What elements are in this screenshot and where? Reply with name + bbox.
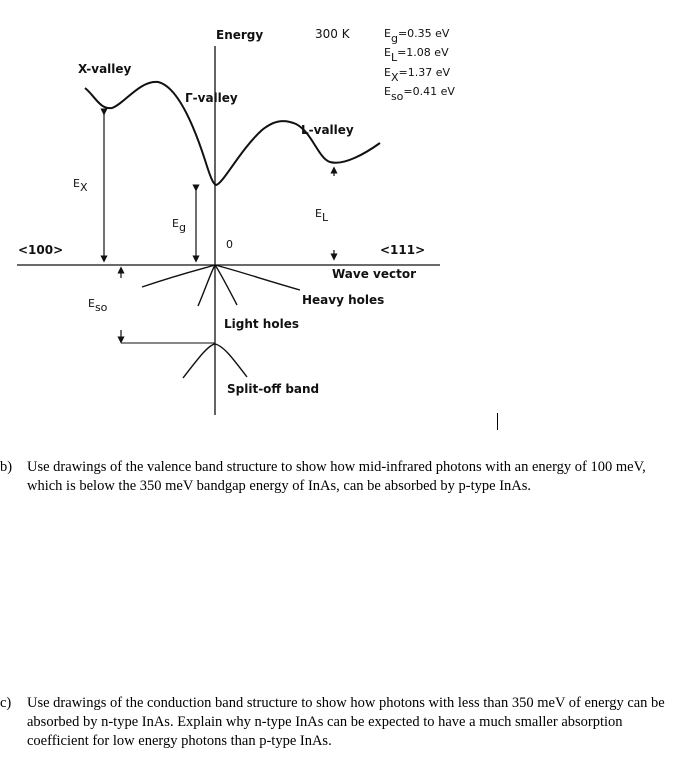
light-hole-band bbox=[198, 265, 237, 306]
energy-value-el: EL=1.08 eV bbox=[384, 46, 449, 64]
question-b bbox=[0, 458, 680, 496]
energy-axis-label: Energy bbox=[216, 28, 264, 42]
eso-label: Eso bbox=[88, 297, 108, 314]
ex-label: EX bbox=[73, 177, 88, 194]
energy-value-eso: Eso=0.41 eV bbox=[384, 85, 455, 103]
eg-label: Eg bbox=[172, 217, 186, 234]
split-off-band-label: Split-off band bbox=[227, 382, 320, 396]
el-label: EL bbox=[315, 207, 329, 224]
energy-value-eg: Eg=0.35 eV bbox=[384, 27, 450, 45]
wave-vector-label: Wave vector bbox=[332, 267, 417, 281]
l-valley-label: L-valley bbox=[301, 123, 354, 137]
zero-label: 0 bbox=[226, 238, 233, 251]
text-cursor bbox=[497, 413, 498, 430]
energy-values-list bbox=[384, 27, 455, 103]
temperature-label: 300 K bbox=[315, 27, 350, 41]
question-b-number: b) bbox=[0, 459, 13, 475]
gamma-valley-label: Γ-valley bbox=[185, 91, 238, 105]
energy-value-ex: EX=1.37 eV bbox=[384, 66, 450, 84]
question-c-text: Use drawings of the conduction band structure to show how photons with less than 350 meV of energy can be absorbed by n-type InAs. Explain why n-type InAs can be expected to have a much smaller absorption coefficient for low energy photons than p-type InAs. bbox=[27, 695, 665, 749]
heavy-hole-band bbox=[142, 265, 300, 290]
question-b-text: Use drawings of the valence band structure to show how mid-infrared photons with an energy of 100 meV, which is below the 350 meV bandgap energy of InAs, can be absorbed by p-type InAs. bbox=[27, 459, 646, 494]
light-holes-label: Light holes bbox=[224, 317, 299, 331]
direction-100-label: <100> bbox=[18, 243, 64, 257]
direction-111-label: <111> bbox=[380, 243, 426, 257]
question-c-number: c) bbox=[0, 695, 12, 711]
heavy-holes-label: Heavy holes bbox=[302, 293, 385, 307]
x-valley-label: X-valley bbox=[78, 62, 132, 76]
question-c bbox=[0, 694, 680, 751]
